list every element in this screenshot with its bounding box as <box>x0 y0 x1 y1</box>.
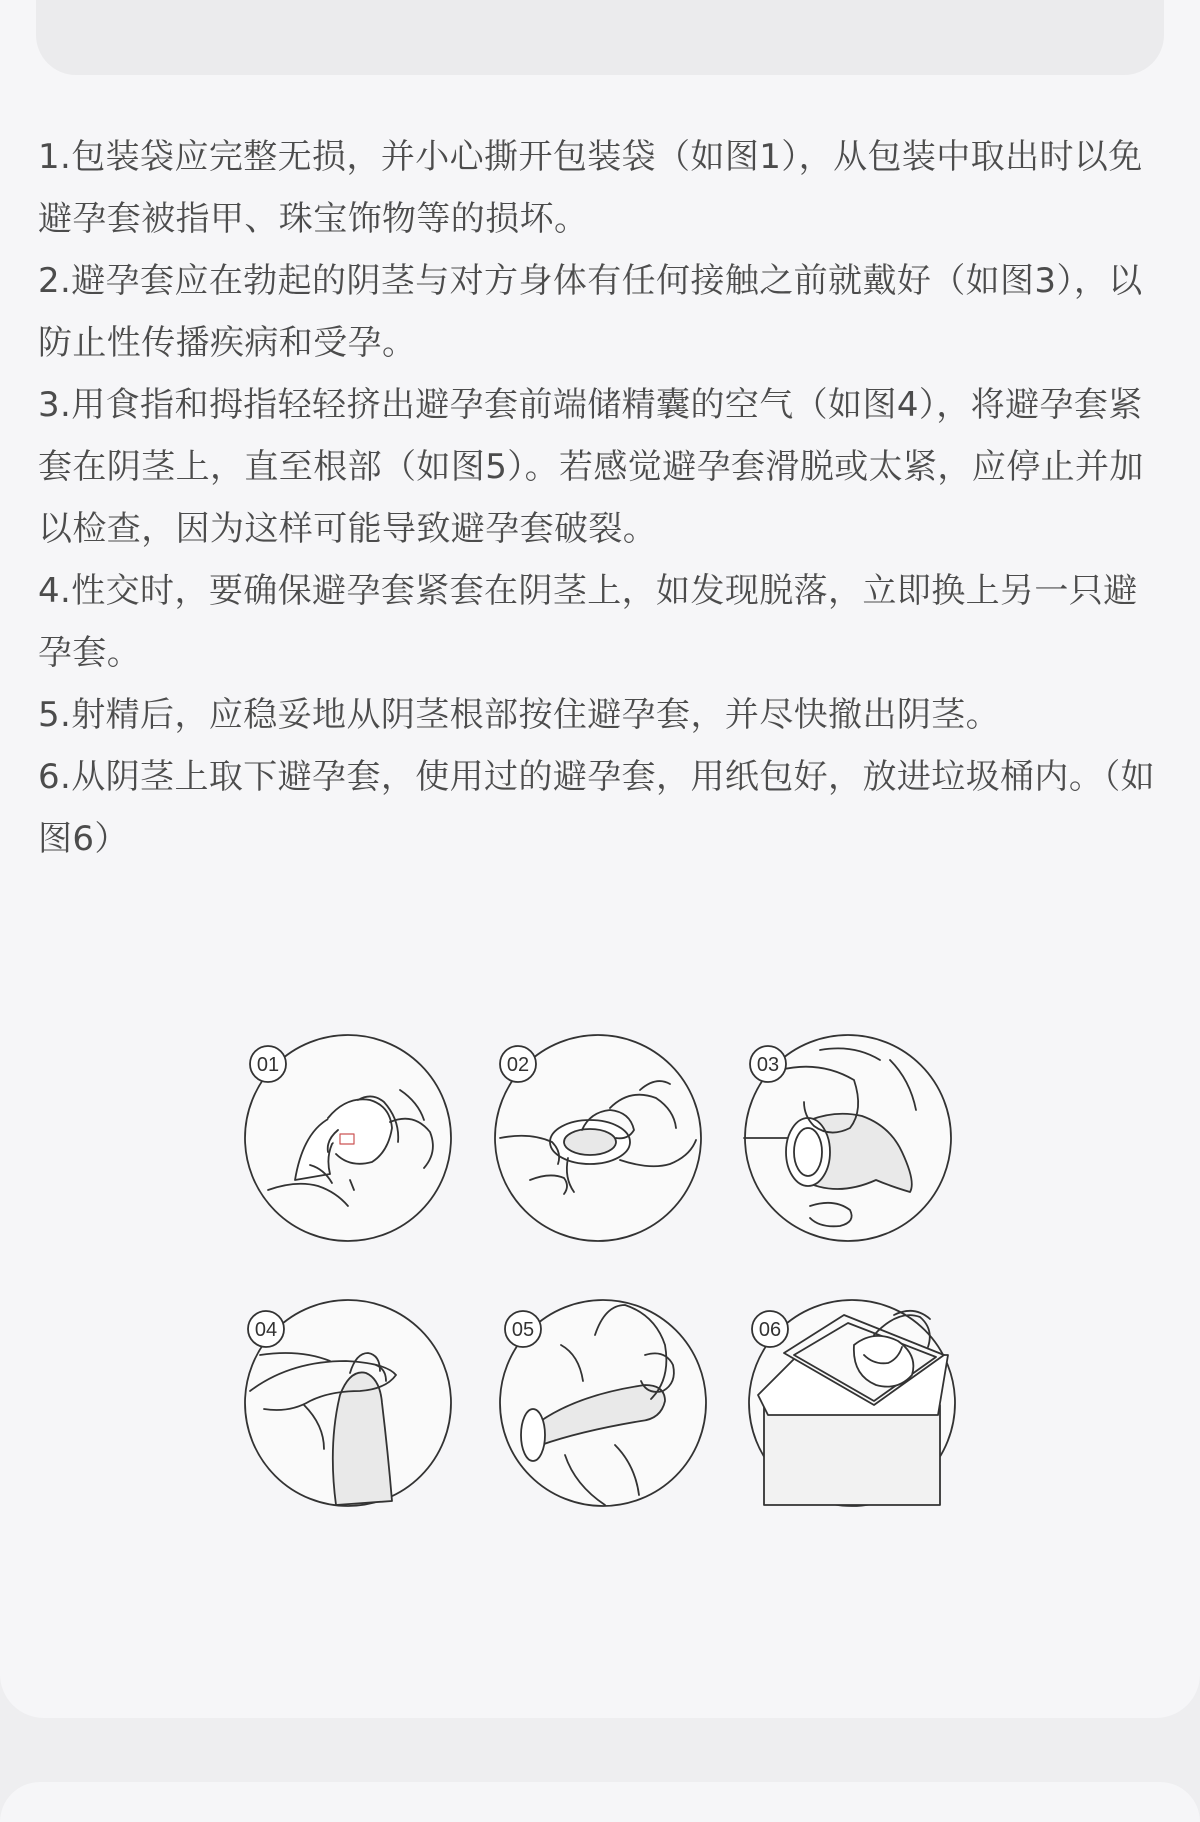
figure-02 <box>490 1030 706 1246</box>
next-card <box>0 1782 1200 1822</box>
usage-instructions <box>38 126 1170 870</box>
instruction-step-5: 5.射精后，应稳妥地从阴茎根部按住避孕套，并尽快撤出阴茎。 <box>38 695 1001 735</box>
product-image-bottom <box>36 0 1164 75</box>
instruction-step-3: 3.用食指和拇指轻轻挤出避孕套前端储精囊的空气（如图4），将避孕套紧套在阴茎上，直至根部（如图5）。若感觉避孕套滑脱或太紧，应停止并加以检查，因为这样可能导致避孕套破裂。 <box>38 385 1144 549</box>
figure-01 <box>240 1030 456 1246</box>
figure-03-number: 03 <box>756 1054 780 1076</box>
instruction-step-2: 2.避孕套应在勃起的阴茎与对方身体有任何接触之前就戴好（如图3），以防止性传播疾病和受孕。 <box>38 261 1143 363</box>
figure-01-number: 01 <box>256 1054 280 1076</box>
figure-06-number: 06 <box>758 1319 782 1341</box>
instruction-step-6: 6.从阴茎上取下避孕套，使用过的避孕套，用纸包好，放进垃圾桶内。（如图6） <box>38 757 1156 859</box>
figure-05 <box>495 1295 711 1511</box>
instruction-figures <box>0 1020 1200 1520</box>
figure-05-number: 05 <box>511 1319 535 1341</box>
instruction-step-1: 1.包装袋应完整无损，并小心撕开包装袋（如图1），从包装中取出时以免避孕套被指甲、珠宝饰物等的损坏。 <box>38 137 1143 239</box>
figure-02-number: 02 <box>506 1054 530 1076</box>
figure-06 <box>744 1295 960 1511</box>
figure-04 <box>240 1295 456 1511</box>
figure-03 <box>740 1030 956 1246</box>
instruction-step-4: 4.性交时，要确保避孕套紧套在阴茎上，如发现脱落，立即换上另一只避孕套。 <box>38 571 1138 673</box>
figure-04-number: 04 <box>254 1319 278 1341</box>
